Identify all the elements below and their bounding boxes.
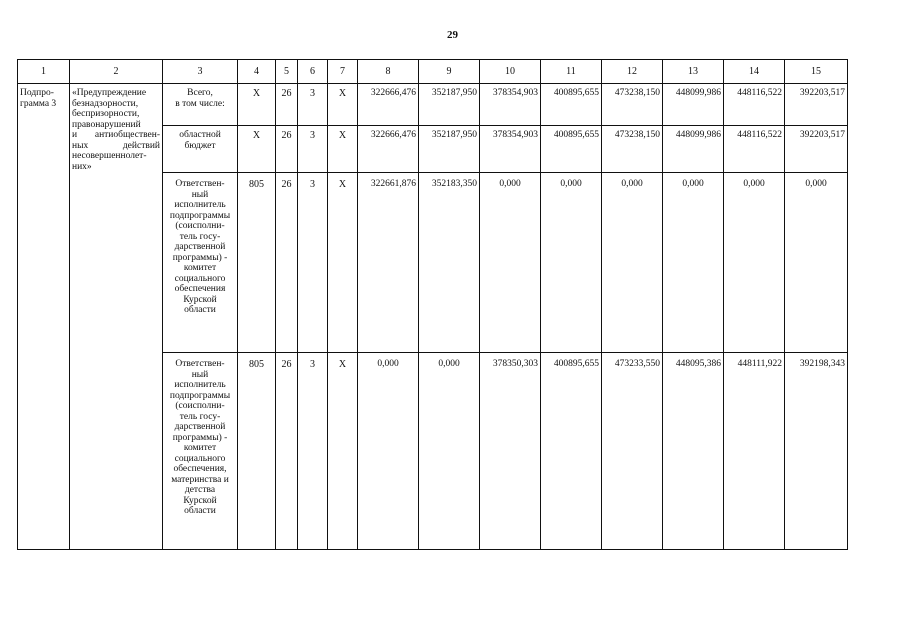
value-cell: 378354,903 (480, 84, 541, 126)
funding-source-line: тель госу- (179, 231, 221, 242)
funding-source-line: материнства и (171, 474, 229, 485)
cell-col6: 3 (298, 126, 328, 173)
funding-source-line: тель госу- (179, 411, 221, 422)
header-cell: 14 (724, 60, 785, 84)
value-cell: 0,000 (541, 173, 602, 353)
header-cell: 4 (238, 60, 276, 84)
cell-col5: 26 (276, 173, 298, 353)
value-cell: 322666,476 (358, 84, 419, 126)
funding-source-line: (соисполни- (175, 401, 225, 411)
funding-source-line: обеспечения (174, 284, 226, 294)
value-cell: 378354,903 (480, 126, 541, 173)
funding-source-line: области (184, 506, 216, 516)
program-name-line: несовершеннолет- (72, 151, 147, 161)
funding-source-line: областной (179, 130, 221, 140)
program-name-line: беспризорности, (72, 109, 140, 119)
funding-source-line: детства (184, 485, 216, 495)
value-cell: 0,000 (663, 173, 724, 353)
funding-source-line: Всего, (187, 88, 213, 98)
program-label-cell (18, 84, 70, 550)
value-cell: 400895,655 (541, 84, 602, 126)
cell-col5: 26 (276, 84, 298, 126)
value-cell: 448099,986 (663, 84, 724, 126)
funding-source-cell (163, 84, 238, 126)
cell-col7: X (328, 84, 358, 126)
value-cell: 448111,922 (724, 353, 785, 550)
cell-col4: X (238, 126, 276, 173)
header-cell: 12 (602, 60, 663, 84)
value-cell: 392203,517 (785, 126, 848, 173)
value-cell: 473233,550 (602, 353, 663, 550)
funding-source-line: социального (174, 453, 226, 464)
funding-source-line: ный (191, 189, 209, 200)
funding-source-line: комитет (183, 443, 217, 453)
value-cell: 322661,876 (358, 173, 419, 353)
header-cell: 5 (276, 60, 298, 84)
funding-source-line: программы) - (172, 432, 228, 443)
header-cell: 13 (663, 60, 724, 84)
program-name-line: них» (72, 161, 92, 172)
funding-source-line: комитет (183, 263, 217, 273)
value-cell: 473238,150 (602, 84, 663, 126)
funding-source-line: дарственной (174, 242, 226, 252)
table-row (18, 84, 848, 126)
header-cell: 6 (298, 60, 328, 84)
funding-source-line: бюджет (184, 140, 216, 151)
funding-source-line: в том числе: (175, 98, 225, 109)
value-cell: 0,000 (358, 353, 419, 550)
header-cell: 11 (541, 60, 602, 84)
funding-source-cell (163, 353, 238, 550)
funding-source-line: подпрограммы (169, 390, 231, 401)
cell-col6: 3 (298, 84, 328, 126)
value-cell: 448095,386 (663, 353, 724, 550)
program-name-line: «Предупреждение (72, 88, 147, 98)
cell-col6: 3 (298, 173, 328, 353)
program-label-line: грамма 3 (20, 98, 57, 109)
header-cell: 3 (163, 60, 238, 84)
value-cell: 352187,950 (419, 126, 480, 173)
header-cell: 8 (358, 60, 419, 84)
funding-source-line: Курской (183, 294, 217, 305)
program-name-line: ных действий (72, 140, 160, 151)
value-cell: 400895,655 (541, 126, 602, 173)
cell-col5: 26 (276, 353, 298, 550)
cell-col7: X (328, 173, 358, 353)
value-cell: 448116,522 (724, 126, 785, 173)
header-cell: 15 (785, 60, 848, 84)
header-cell: 2 (70, 60, 163, 84)
value-cell: 448099,986 (663, 126, 724, 173)
program-name-line: и антиобществен- (72, 130, 160, 140)
table-header-row (18, 60, 848, 84)
value-cell: 473238,150 (602, 126, 663, 173)
cell-col4: 805 (238, 173, 276, 353)
value-cell: 392203,517 (785, 84, 848, 126)
funding-source-line: исполнитель (174, 200, 226, 210)
cell-col4: X (238, 84, 276, 126)
value-cell: 0,000 (785, 173, 848, 353)
funding-source-cell (163, 173, 238, 353)
value-cell: 0,000 (419, 353, 480, 550)
funding-source-line: Ответствен- (175, 179, 225, 189)
header-cell: 10 (480, 60, 541, 84)
funding-source-line: дарственной (174, 422, 226, 432)
value-cell: 352187,950 (419, 84, 480, 126)
value-cell: 322666,476 (358, 126, 419, 173)
header-cell: 7 (328, 60, 358, 84)
value-cell: 400895,655 (541, 353, 602, 550)
value-cell: 352183,350 (419, 173, 480, 353)
program-name-line: безнадзорности, (72, 98, 139, 109)
cell-col5: 26 (276, 126, 298, 173)
cell-col4: 805 (238, 353, 276, 550)
funding-source-line: (соисполни- (175, 221, 225, 231)
funding-source-cell (163, 126, 238, 173)
page-number: 29 (447, 29, 458, 41)
cell-col6: 3 (298, 353, 328, 550)
subprogram-budget-table (17, 59, 848, 550)
header-cell: 1 (18, 60, 70, 84)
funding-source-line: ный (191, 369, 209, 380)
funding-source-line: Ответствен- (175, 359, 225, 369)
program-label-line: Подпро- (20, 88, 54, 98)
funding-source-line: социального (174, 273, 226, 284)
value-cell: 392198,343 (785, 353, 848, 550)
program-name-cell (70, 84, 163, 550)
value-cell: 448116,522 (724, 84, 785, 126)
cell-col7: X (328, 353, 358, 550)
funding-source-line: Курской (183, 495, 217, 506)
funding-source-line: исполнитель (174, 380, 226, 390)
funding-source-line: программы) - (172, 252, 228, 263)
funding-source-line: области (184, 305, 216, 315)
value-cell: 0,000 (724, 173, 785, 353)
value-cell: 378350,303 (480, 353, 541, 550)
value-cell: 0,000 (602, 173, 663, 353)
program-name-line: правонарушений (72, 119, 141, 130)
header-cell: 9 (419, 60, 480, 84)
funding-source-line: обеспечения, (173, 464, 227, 474)
cell-col7: X (328, 126, 358, 173)
funding-source-line: подпрограммы (169, 210, 231, 221)
value-cell: 0,000 (480, 173, 541, 353)
